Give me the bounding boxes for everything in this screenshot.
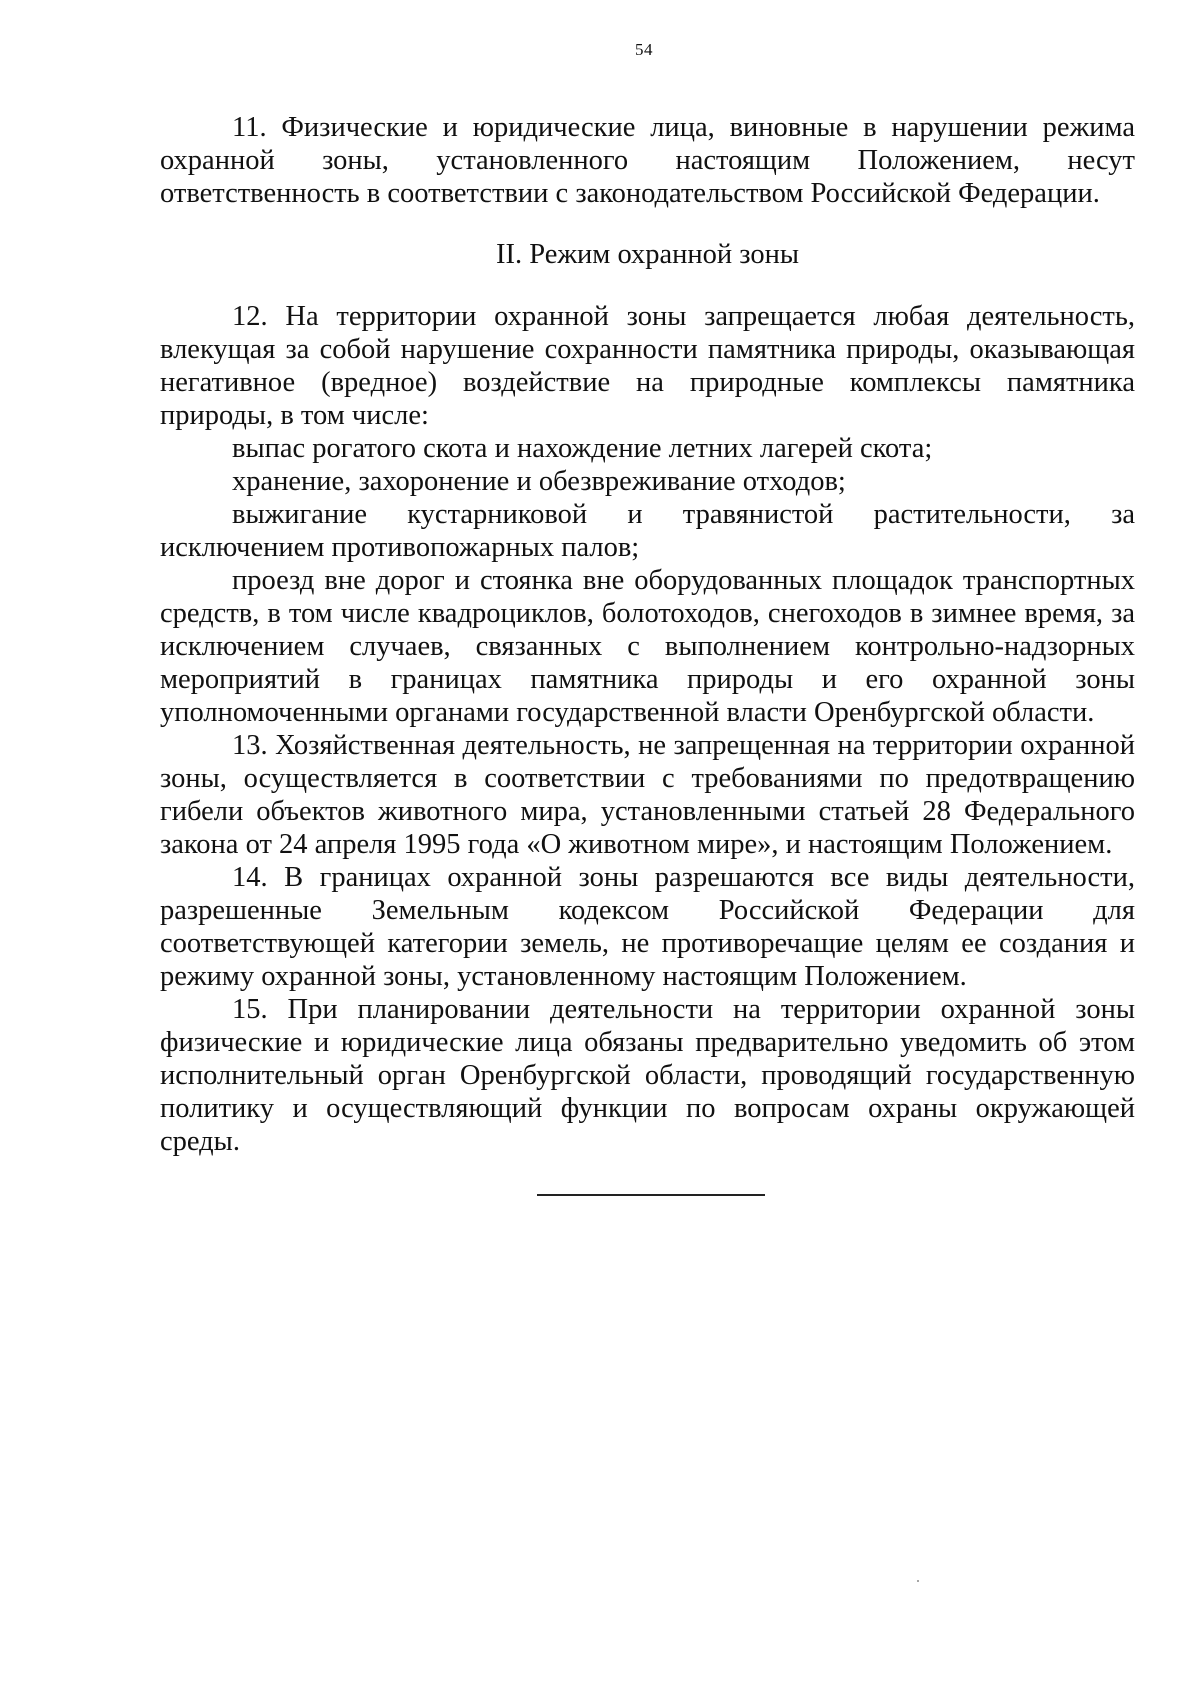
list-item-vehicles: проезд вне дорог и стоянка вне оборудованных площадок транспортных средств, в том числе квадроциклов, болотоходов, снегоходов в зимнее время, за исключением случаев, связанных с выполнением контрольно-надзорных мероприятий в границах памятника природы и его охранной зоны уполномоченными органами государственной власти Оренбургской области. xyxy=(160,565,1135,728)
scan-speck xyxy=(917,1580,919,1582)
list-item-burning: выжигание кустарниковой и травянистой растительности, за исключением противопожарных палов; xyxy=(160,499,1135,563)
list-item-waste: хранение, захоронение и обезвреживание отходов; xyxy=(232,466,846,497)
page-number: 54 xyxy=(635,40,653,59)
paragraph-14: 14. В границах охранной зоны разрешаются все виды деятельности, разрешенные Земельным кодексом Российской Федерации для соответствующей категории земель, не противоречащие целям ее создания и режиму охранной зоны, установленному настоящим Положением. xyxy=(160,862,1135,992)
closing-rule xyxy=(537,1194,765,1196)
section-heading: II. Режим охранной зоны xyxy=(495,239,800,270)
paragraph-15: 15. При планировании деятельности на территории охранной зоны физические и юридические лица обязаны предварительно уведомить об этом исполнительный орган Оренбургской области, проводящий государственную политику и осуществляющий функции по вопросам охраны окружающей среды. xyxy=(160,994,1135,1157)
paragraph-12: 12. На территории охранной зоны запрещается любая деятельность, влекущая за собой нарушение сохранности памятника природы, оказывающая негативное (вредное) воздействие на природные комплексы памятника природы, в том числе: xyxy=(160,301,1135,431)
list-item-livestock: выпас рогатого скота и нахождение летних лагерей скота; xyxy=(232,433,933,464)
paragraph-11: 11. Физические и юридические лица, виновные в нарушении режима охранной зоны, установленного настоящим Положением, несут ответственность в соответствии с законодательством Российской Федерации. xyxy=(160,112,1135,209)
paragraph-13: 13. Хозяйственная деятельность, не запрещенная на территории охранной зоны, осуществляется в соответствии с требованиями по предотвращению гибели объектов животного мира, установленными статьей 28 Федерального закона от 24 апреля 1995 года «О животном мире», и настоящим Положением. xyxy=(160,730,1135,860)
document-body xyxy=(160,111,1135,1158)
